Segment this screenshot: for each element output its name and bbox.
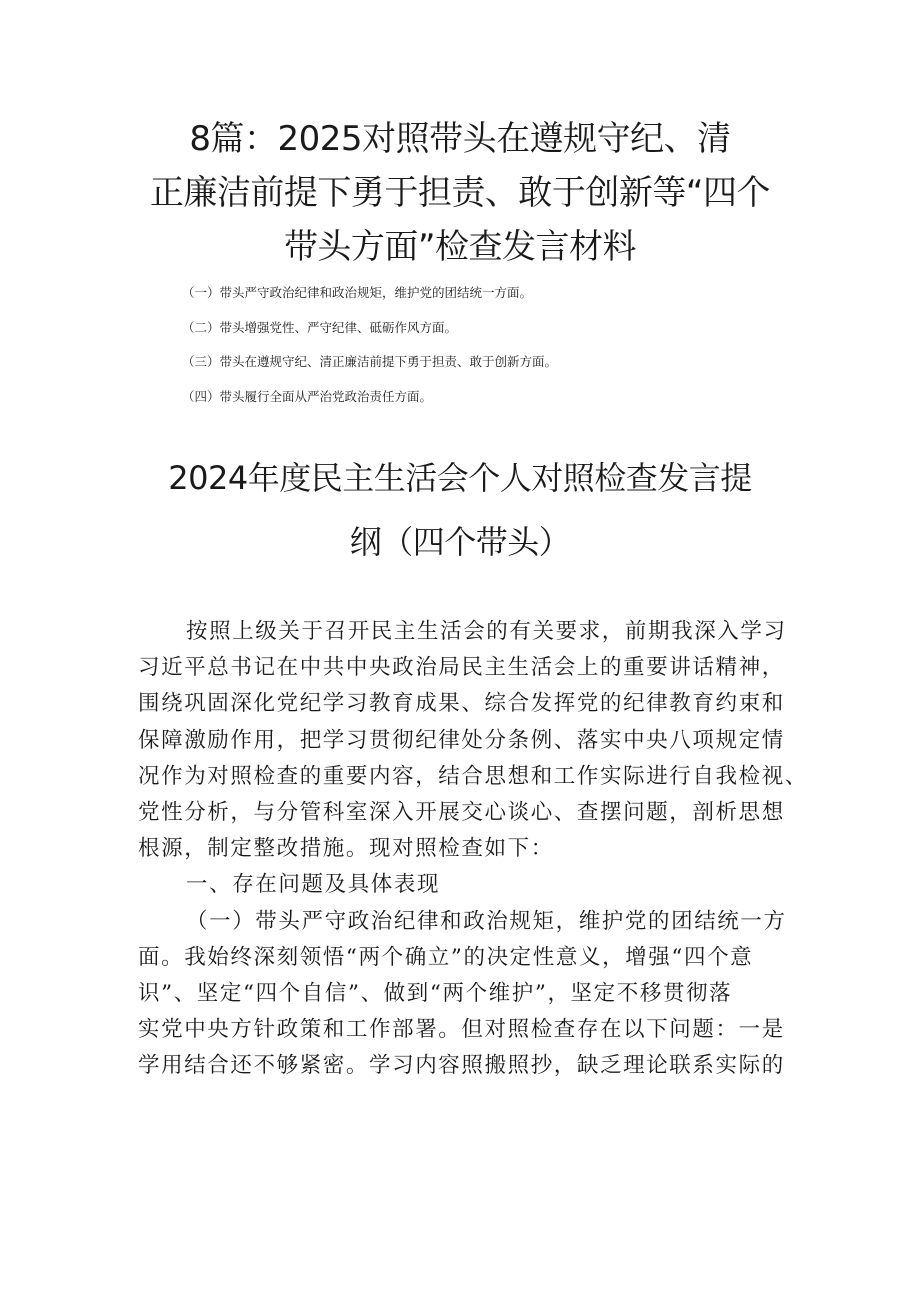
title-line: 正廉洁前提下勇于担责、敢于创新等“四个 <box>149 173 771 213</box>
toc-item: （四）带头履行全面从严治党政治责任方面。 <box>182 388 433 404</box>
paragraph-line: 围绕巩固深化党纪学习教育成果、综合发挥党的纪律教育约束和 <box>138 691 785 717</box>
section-heading: 一、存在问题及具体表现 <box>186 872 441 898</box>
paragraph-line: 识”、坚定“四个自信”、做到“两个维护”，坚定不移贯彻落 <box>138 981 733 1007</box>
paragraph-line: 习近平总书记在中共中央政治局民主生活会上的重要讲话精神， <box>138 655 785 681</box>
toc-item: （二）带头增强党性、严守纪律、砥砺作风方面。 <box>182 319 458 335</box>
section-title-line: 纲（四个带头） <box>349 523 571 561</box>
toc-item: （三）带头在遵规守纪、清正廉洁前提下勇于担责、敢于创新方面。 <box>182 354 558 369</box>
toc-item: （一）带头严守政治纪律和政治规矩，维护党的团结统一方面。 <box>182 285 533 300</box>
paragraph-line: 党性分析，与分管科室深入开展交心谈心、查摆问题，剖析思想 <box>138 800 785 826</box>
paragraph-line: 面。我始终深刻领悟“两个确立”的决定性意义，增强“四个意 <box>138 944 754 970</box>
body-text <box>138 614 818 1085</box>
paragraph-line: 实党中央方针政策和工作部署。但对照检查存在以下问题：一是 <box>138 1017 785 1043</box>
title-line: 带头方面”检查发言材料 <box>283 227 637 267</box>
document-title <box>120 112 800 274</box>
paragraph-line: 学用结合还不够紧密。学习内容照搬照抄，缺乏理论联系实际的 <box>138 1053 785 1079</box>
section-title <box>120 446 800 574</box>
paragraph-line: 根源，制定整改措施。现对照检查如下： <box>138 836 554 862</box>
paragraph-line: 按照上级关于召开民主生活会的有关要求，前期我深入学习 <box>186 619 787 644</box>
table-of-contents <box>182 276 782 414</box>
paragraph-line: （一）带头严守政治纪律和政治规矩，维护党的团结统一方 <box>186 908 787 934</box>
paragraph-line: 保障激励作用，把学习贯彻纪律处分条例、落实中央八项规定情 <box>138 727 785 753</box>
section-title-line: 2024年度民主生活会个人对照检查发言提 <box>168 459 752 497</box>
title-line: 8篇：2025对照带头在遵规守纪、清 <box>189 119 731 159</box>
paragraph-line: 况作为对照检查的重要内容，结合思想和工作实际进行自我检视、 <box>138 763 808 789</box>
